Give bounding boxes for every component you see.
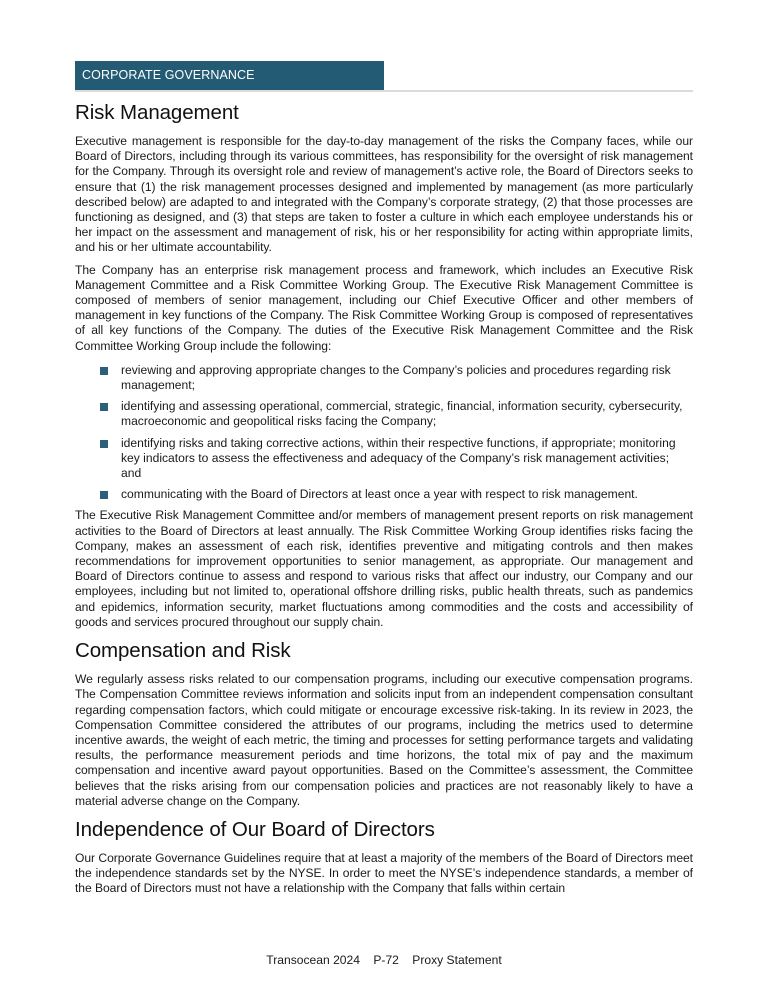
list-item [121,436,693,482]
section-tag: CORPORATE GOVERNANCE [75,61,384,90]
footer-document-title: Proxy Statement [412,953,502,967]
square-bullet-icon [100,367,108,375]
list-item-text: reviewing and approving appropriate changes to the Company’s policies and procedures regarding risk management; [121,362,671,393]
heading-risk-management: Risk Management [75,101,239,124]
square-bullet-icon [100,403,108,411]
square-bullet-icon [100,440,108,448]
paragraph: The Company has an enterprise risk management process and framework, which includes an Executive Risk Management Committee and a Risk Committee Working Group. The Executive Risk Management Committee is composed of members of senior management, including our Chief Executive Officer and other members of management in key functions of the Company. The Risk Committee Working Group is composed of representatives of all key functions of the Company. The duties of the Executive Risk Management Committee and the Risk Committee Working Group include the following: [75,262,693,353]
duties-list [75,363,693,503]
paragraph: We regularly assess risks related to our compensation programs, including our executive compensation programs. The Compensation Committee reviews information and solicits input from an independent compensation consultant regarding compensation factors, which could mitigate or encourage excessive risk-taking. In its review in 2023, the Compensation Committee considered the attributes of our programs, including the metrics used to determine incentive awards, the weight of each metric, the timing and processes for setting performance targets and validating results, the performance measurement periods and time horizons, the total mix of pay and the maximum compensation and incentive award payout opportunities. Based on the Committee’s assessment, the Committee believes that the risks arising from our compensation policies and practices are not reasonably likely to have a material adverse change on the Company. [75,672,693,808]
document-page [75,61,693,897]
list-item [121,487,693,502]
footer-page-number: P-72 [373,953,399,967]
list-item [121,399,693,429]
section-header [75,61,693,91]
paragraph: The Executive Risk Management Committee and/or members of management present reports on risk management activities to the Board of Directors at least annually. The Risk Committee Working Group identifies risks facing the Company, makes an assessment of each risk, identifies preventive and mitigating controls and then makes recommendations for improvement opportunities to senior management, as appropriate. Our management and Board of Directors continue to assess and respond to various risks that affect our industry, our Company and our employees, including but not limited to, operational offshore drilling risks, public health threats, such as pandemics and epidemics, information security, market fluctuations among commodities and the costs and accessibility of goods and services procured throughout our supply chain. [75,508,693,629]
list-item [121,363,693,393]
header-divider [75,90,693,92]
footer-company-year: Transocean 2024 [266,953,360,967]
heading-compensation-and-risk: Compensation and Risk [75,639,291,663]
square-bullet-icon [100,491,108,499]
list-item-text: identifying and assessing operational, commercial, strategic, financial, information security, cybersecurity, macroeconomic and geopolitical risks facing the Company; [121,399,683,429]
list-item-text: identifying risks and taking corrective actions, within their respective functions, if appropriate; monitoring key indicators to assess the effectiveness and adequacy of the Company’s risk management activities; and [121,435,676,481]
heading-independence: Independence of Our Board of Directors [75,817,435,841]
list-item-text: communicating with the Board of Directors at least once a year with respect to risk management. [121,487,638,502]
page-footer [0,953,768,967]
paragraph: Executive management is responsible for the day-to-day management of the risks the Company faces, while our Board of Directors, including through its various committees, has responsibility for the oversight of risk management for the Company. Through its oversight role and review of management’s active role, the Board of Directors seeks to ensure that (1) the risk management processes designed and implemented by management (as more particularly described below) are adapted to and integrated with the Company’s corporate strategy, (2) that those processes are functioning as designed, and (3) that steps are taken to foster a culture in which each employee understands his or her impact on the assessment and management of risk, his or her responsibility for acting within appropriate limits, and his or her ultimate accountability. [75,134,693,255]
paragraph: Our Corporate Governance Guidelines require that at least a majority of the members of the Board of Directors meet the independence standards set by the NYSE. In order to meet the NYSE’s independence standards, a member of the Board of Directors must not have a relationship with the Company that falls within certain [75,850,693,896]
